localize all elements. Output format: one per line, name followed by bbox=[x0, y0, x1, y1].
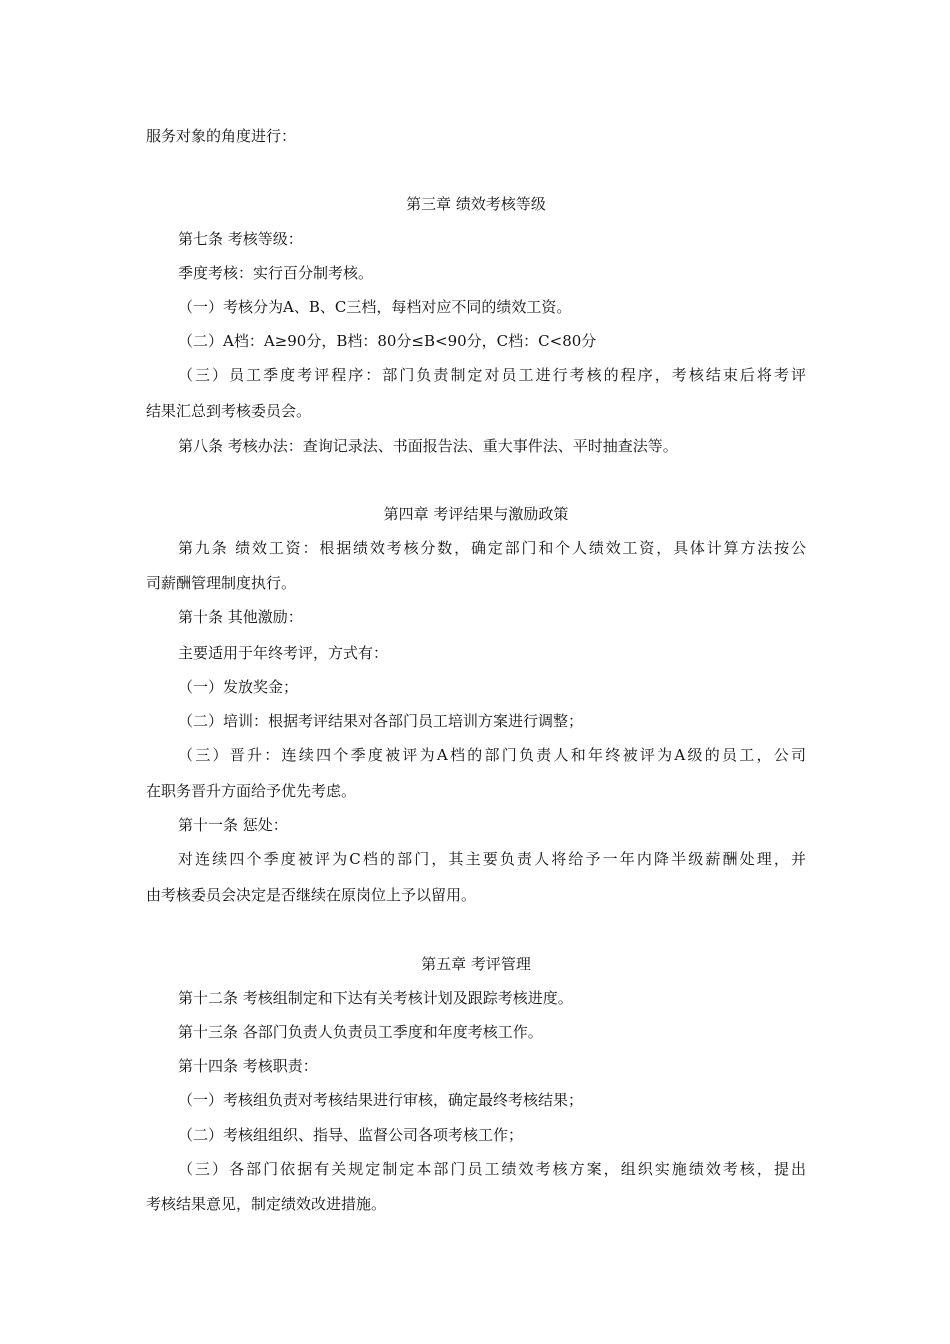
list-item: （二）培训：根据考评结果对各部门员工培训方案进行调整； bbox=[178, 712, 584, 730]
text-line: 季度考核：实行百分制考核。 bbox=[178, 264, 374, 282]
article-line: 第十二条 考核组制定和下达有关考核计划及跟踪考核进度。 bbox=[178, 989, 573, 1007]
list-item: （三）各部门依据有关规定制定本部门员工绩效考核方案，组织实施绩效考核，提出 bbox=[178, 1160, 806, 1178]
list-item: （三）员工季度考评程序：部门负责制定对员工进行考核的程序，考核结束后将考评 bbox=[178, 366, 806, 384]
list-item: （一）考核组负责对考核结果进行审核，确定最终考核结果； bbox=[178, 1091, 584, 1109]
text-line: 司薪酬管理制度执行。 bbox=[146, 574, 297, 592]
text-line: 由考核委员会决定是否继续在原岗位上予以留用。 bbox=[146, 886, 477, 904]
article-line: 第十四条 考核职责： bbox=[178, 1057, 318, 1075]
list-item: （一）考核分为A、B、C三档，每档对应不同的绩效工资。 bbox=[178, 298, 572, 316]
chapter-heading: 第五章 考评管理 bbox=[421, 955, 531, 973]
text-line: 主要适用于年终考评，方式有： bbox=[178, 644, 389, 662]
text-line: 服务对象的角度进行： bbox=[146, 127, 297, 145]
text-line: 结果汇总到考核委员会。 bbox=[146, 402, 312, 420]
chapter-heading: 第四章 考评结果与激励政策 bbox=[383, 505, 569, 523]
article-line: 第七条 考核等级： bbox=[178, 230, 303, 248]
list-item: （二）考核组组织、指导、监督公司各项考核工作； bbox=[178, 1126, 524, 1144]
text-line: 考核结果意见，制定绩效改进措施。 bbox=[146, 1195, 387, 1213]
text-line: 在职务晋升方面给予优先考虑。 bbox=[146, 782, 357, 800]
list-item: （一）发放奖金； bbox=[178, 678, 299, 696]
article-line: 第十一条 惩处： bbox=[178, 816, 288, 834]
text-line: 对连续四个季度被评为C档的部门，其主要负责人将给予一年内降半级薪酬处理，并 bbox=[178, 850, 806, 868]
article-line: 第九条 绩效工资：根据绩效考核分数，确定部门和个人绩效工资，具体计算方法按公 bbox=[178, 539, 806, 557]
article-line: 第八条 考核办法：查询记录法、书面报告法、重大事件法、平时抽查法等。 bbox=[178, 437, 678, 455]
list-item: （三）晋升：连续四个季度被评为A档的部门负责人和年终被评为A级的员工，公司 bbox=[178, 746, 806, 764]
chapter-heading: 第三章 绩效考核等级 bbox=[406, 195, 546, 213]
article-line: 第十条 其他激励： bbox=[178, 608, 303, 626]
list-item: （二）A档：A≥90分，B档：80分≤B<90分，C档：C<80分 bbox=[178, 332, 597, 350]
article-line: 第十三条 各部门负责人负责员工季度和年度考核工作。 bbox=[178, 1023, 543, 1041]
